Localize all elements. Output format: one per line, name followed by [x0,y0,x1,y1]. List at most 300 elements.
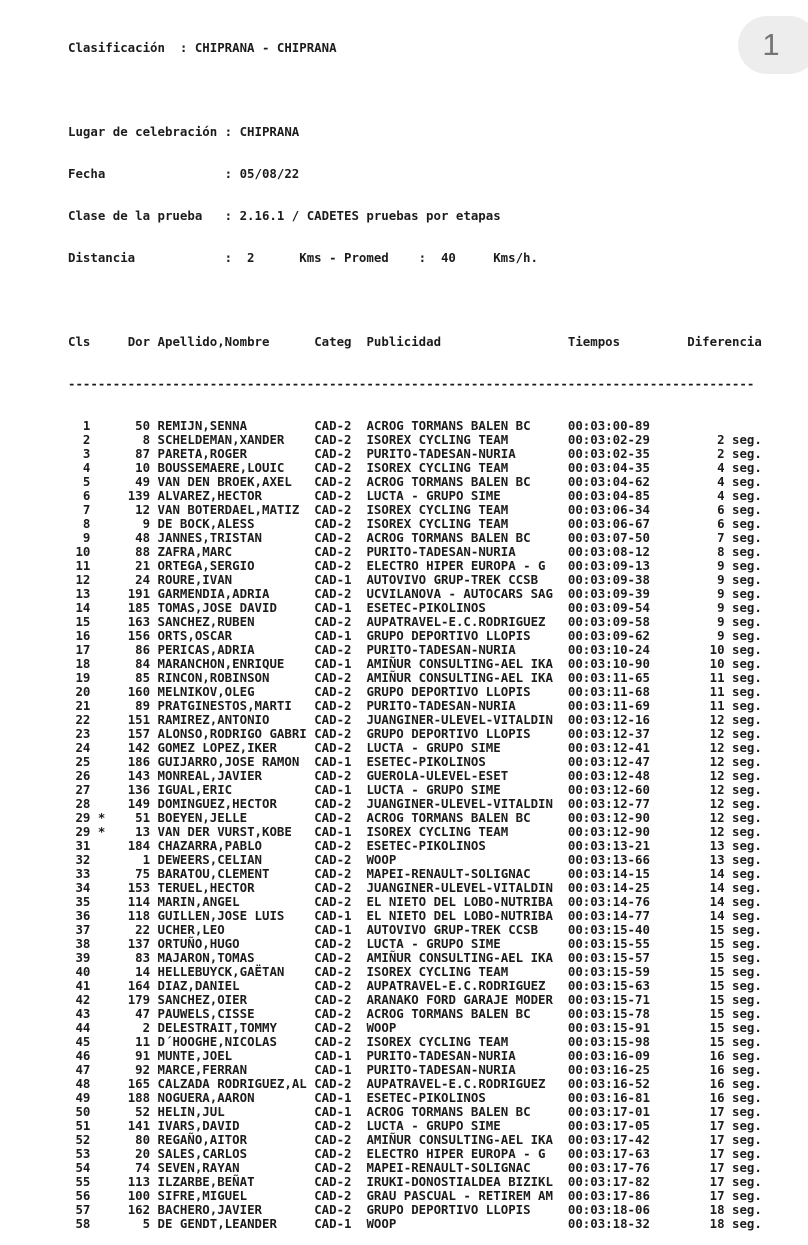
dorsal-cell: 83 [105,950,151,965]
spacer [553,558,568,573]
time-cell: 00:03:02-35 [567,446,650,461]
time-cell: 00:03:08-12 [567,544,650,559]
gap-cell: 13 seg. [649,838,762,853]
dorsal-cell: 47 [105,1006,151,1021]
tie-star [90,978,105,993]
gap-cell: 17 seg. [649,1188,762,1203]
tie-star [90,740,105,755]
spacer [553,880,568,895]
category-cell: CAD-2 [314,978,352,993]
rider-name-cell: SEVEN,RAYAN [157,1160,307,1175]
spacer [150,572,157,587]
spacer [352,866,367,881]
category-cell: CAD-2 [314,992,352,1007]
venue-value: CHIPRANA [239,124,300,139]
spacer [352,1048,367,1063]
team-cell: AMIÑUR CONSULTING-AEL IKA [366,1132,553,1147]
rank-cell: 24 [68,740,91,755]
spacer [150,1020,157,1035]
dorsal-cell: 185 [105,600,151,615]
gap-cell: 16 seg. [649,1048,762,1063]
spacer [553,530,568,545]
spacer [352,502,367,517]
team-cell: ISOREX CYCLING TEAM [366,1034,553,1049]
tie-star [90,950,105,965]
dorsal-cell: 143 [105,768,151,783]
gap-cell: 12 seg. [649,768,762,783]
tie-star [90,600,105,615]
time-cell: 00:03:17-86 [567,1188,650,1203]
spacer [150,936,157,951]
dorsal-cell-header: Dor [105,334,151,349]
spacer [307,1062,314,1077]
result-row [68,503,762,517]
category-cell: CAD-2 [314,1202,352,1217]
time-cell: 00:03:09-38 [567,572,650,587]
category-cell: CAD-2 [314,880,352,895]
tie-star [90,908,105,923]
spacer [352,432,367,447]
dorsal-cell: 153 [105,880,151,895]
spacer [352,852,367,867]
time-cell: 00:03:12-48 [567,768,650,783]
spacer [553,1118,568,1133]
result-row [68,1077,762,1091]
rider-name-cell: BOUSSEMAERE,LOUIC [157,460,307,475]
gap-cell: 6 seg. [649,516,762,531]
spacer [352,1034,367,1049]
spacer [352,768,367,783]
rank-cell-header: Cls [68,334,91,349]
dorsal-cell: 14 [105,964,151,979]
rider-name-cell: TERUEL,HECTOR [157,880,307,895]
rank-cell: 19 [68,670,91,685]
time-cell: 00:03:12-41 [567,740,650,755]
gap-cell: 9 seg. [649,628,762,643]
spacer [150,614,157,629]
rider-name-cell: ORTUÑO,HUGO [157,936,307,951]
category-cell: CAD-2 [314,446,352,461]
spacer [150,810,157,825]
time-cell: 00:03:00-89 [567,418,650,433]
result-row [68,1189,762,1203]
result-row [68,895,762,909]
team-cell: GRUPO DEPORTIVO LLOPIS [366,1202,553,1217]
spacer [553,1174,568,1189]
gap-cell: 17 seg. [649,1118,762,1133]
spacer [150,1160,157,1175]
spacer [352,726,367,741]
gap-cell: 12 seg. [649,754,762,769]
time-cell: 00:03:16-81 [567,1090,650,1105]
spacer [553,488,568,503]
spacer [150,782,157,797]
time-cell: 00:03:04-62 [567,474,650,489]
category-cell: CAD-1 [314,782,352,797]
spacer [150,642,157,657]
gap-cell: 12 seg. [649,726,762,741]
category-cell: CAD-1 [314,1048,352,1063]
rank-cell: 56 [68,1188,91,1203]
result-row [68,1063,762,1077]
spacer [553,740,568,755]
spacer [553,474,568,489]
spacer [307,1202,314,1217]
tie-star [90,880,105,895]
result-row [68,797,762,811]
spacer [352,1020,367,1035]
spacer [352,894,367,909]
dorsal-cell: 162 [105,1202,151,1217]
category-cell: CAD-1 [314,600,352,615]
result-row [68,825,762,839]
rank-cell: 32 [68,852,91,867]
gap-cell: 10 seg. [649,642,762,657]
spacer [352,978,367,993]
tie-star [90,1090,105,1105]
rider-name-cell: MARCE,FERRAN [157,1062,307,1077]
category-cell: CAD-2 [314,1146,352,1161]
rider-name-cell: BARATOU,CLEMENT [157,866,307,881]
dorsal-cell: 11 [105,1034,151,1049]
spacer [150,866,157,881]
rider-name-cell: DE BOCK,ALESS [157,516,307,531]
category-cell: CAD-2 [314,1076,352,1091]
rank-cell: 38 [68,936,91,951]
time-cell: 00:03:17-82 [567,1174,650,1189]
time-cell: 00:03:12-47 [567,754,650,769]
dorsal-cell: 191 [105,586,151,601]
spacer [150,1104,157,1119]
spacer [150,1132,157,1147]
time-cell: 00:03:18-32 [567,1216,650,1231]
dorsal-cell: 85 [105,670,151,685]
result-row [68,461,762,475]
gap-cell: 16 seg. [649,1090,762,1105]
gap-cell: 17 seg. [649,1174,762,1189]
dorsal-cell: 164 [105,978,151,993]
spacer [553,1006,568,1021]
rider-name-cell: HELLEBUYCK,GAËTAN [157,964,307,979]
gap-cell: 18 seg. [649,1216,762,1231]
result-row [68,937,762,951]
rank-cell: 53 [68,1146,91,1161]
dorsal-cell: 86 [105,642,151,657]
time-cell: 00:03:16-52 [567,1076,650,1091]
venue-separator: : [224,124,240,139]
rider-name-cell: MARIN,ANGEL [157,894,307,909]
rank-cell: 16 [68,628,91,643]
tie-star [90,628,105,643]
spacer [352,1090,367,1105]
tie-star [90,558,105,573]
time-cell: 00:03:09-13 [567,558,650,573]
rider-name-cell: MUNTE,JOEL [157,1048,307,1063]
rider-name-cell: SANCHEZ,RUBEN [157,614,307,629]
spacer [150,656,157,671]
spacer [553,1132,568,1147]
dorsal-cell: 163 [105,614,151,629]
rider-name-cell: VAN DER VURST,KOBE [157,824,307,839]
dorsal-cell: 142 [105,740,151,755]
spacer [307,1104,314,1119]
result-row [68,1161,762,1175]
result-row [68,783,762,797]
classification-document [68,13,762,1245]
category-cell: CAD-2 [314,1160,352,1175]
spacer [150,670,157,685]
rank-cell: 52 [68,1132,91,1147]
spacer [553,684,568,699]
dorsal-cell: 75 [105,866,151,881]
rank-cell: 51 [68,1118,91,1133]
rider-name-cell: VAN DEN BROEK,AXEL [157,474,307,489]
team-cell: ISOREX CYCLING TEAM [366,824,553,839]
rank-cell: 8 [68,516,91,531]
team-cell: EL NIETO DEL LOBO-NUTRIBA [366,908,553,923]
spacer [553,950,568,965]
tie-star [90,1174,105,1189]
time-cell: 00:03:09-58 [567,614,650,629]
time-cell: 00:03:15-40 [567,922,650,937]
category-cell: CAD-2 [314,698,352,713]
team-cell: AUPATRAVEL-E.C.RODRIGUEZ [366,1076,553,1091]
category-cell: CAD-2 [314,642,352,657]
rider-name-cell: REMIJN,SENNA [157,418,307,433]
gap-cell: 12 seg. [649,712,762,727]
spacer-header [150,334,157,349]
tie-star [90,964,105,979]
tie-star [90,1132,105,1147]
rider-name-cell: ZAFRA,MARC [157,544,307,559]
team-cell: AUPATRAVEL-E.C.RODRIGUEZ [366,978,553,993]
category-cell: CAD-2 [314,516,352,531]
dorsal-cell: 149 [105,796,151,811]
result-row [68,741,762,755]
rider-name-cell: MAJARON,TOMAS [157,950,307,965]
dorsal-cell: 89 [105,698,151,713]
spacer [553,1076,568,1091]
tie-star-header [90,334,105,349]
rider-name-cell: GUILLEN,JOSE LUIS [157,908,307,923]
dorsal-cell: 156 [105,628,151,643]
team-cell: ISOREX CYCLING TEAM [366,516,553,531]
team-cell: GRUPO DEPORTIVO LLOPIS [366,726,553,741]
spacer [352,1160,367,1175]
spacer [150,516,157,531]
spacer [150,1188,157,1203]
time-cell: 00:03:11-68 [567,684,650,699]
dorsal-cell: 91 [105,1048,151,1063]
spacer [352,586,367,601]
result-row [68,699,762,713]
team-cell: PURITO-TADESAN-NURIA [366,642,553,657]
dorsal-cell: 186 [105,754,151,769]
spacer [553,936,568,951]
team-cell: WOOP [366,1020,553,1035]
result-row [68,433,762,447]
rider-name-cell: BACHERO,JAVIER [157,1202,307,1217]
dorsal-cell: 184 [105,838,151,853]
date-label: Fecha [68,166,106,181]
rank-cell: 5 [68,474,91,489]
gap-cell: 7 seg. [649,530,762,545]
spacer [150,992,157,1007]
spacer [150,1006,157,1021]
result-row [68,643,762,657]
result-row [68,993,762,1007]
time-cell: 00:03:15-78 [567,1006,650,1021]
spacer [307,1090,314,1105]
category-cell: CAD-2 [314,488,352,503]
gap-cell-header: Diferencia [649,334,762,349]
spacer [352,740,367,755]
dorsal-cell: 141 [105,1118,151,1133]
team-cell: JUANGINER-ULEVEL-VITALDIN [366,796,553,811]
tie-star [90,866,105,881]
spacer [553,782,568,797]
spacer [553,824,568,839]
rank-cell: 15 [68,614,91,629]
team-cell: AUTOVIVO GRUP-TREK CCSB [366,572,553,587]
spacer [553,1034,568,1049]
dorsal-cell: 50 [105,418,151,433]
result-row [68,1105,762,1119]
team-cell-header: Publicidad [366,334,553,349]
spacer [553,516,568,531]
spacer [553,852,568,867]
rider-name-cell: DE GENDT,LEANDER [157,1216,307,1231]
rank-cell: 31 [68,838,91,853]
team-cell: WOOP [366,852,553,867]
category-cell: CAD-2 [314,670,352,685]
category-cell: CAD-2 [314,530,352,545]
result-row [68,923,762,937]
result-row [68,1049,762,1063]
gap-cell: 12 seg. [649,796,762,811]
dorsal-cell: 80 [105,1132,151,1147]
rank-cell: 57 [68,1202,91,1217]
rider-name-cell: DIAZ,DANIEL [157,978,307,993]
category-cell: CAD-2 [314,1118,352,1133]
result-row [68,713,762,727]
result-row [68,489,762,503]
category-cell: CAD-1 [314,1090,352,1105]
rider-name-cell-header: Apellido,Nombre [157,334,307,349]
spacer [553,1160,568,1175]
time-cell: 00:03:14-25 [567,880,650,895]
tie-star [90,1160,105,1175]
spacer [352,1202,367,1217]
rider-name-cell: DELESTRAIT,TOMMY [157,1020,307,1035]
time-cell: 00:03:02-29 [567,432,650,447]
spacer [150,740,157,755]
category-cell-header: Categ [314,334,352,349]
dorsal-cell: 24 [105,572,151,587]
team-cell: LUCTA - GRUPO SIME [366,936,553,951]
rider-name-cell: RINCON,ROBINSON [157,670,307,685]
gap-cell: 17 seg. [649,1160,762,1175]
time-cell: 00:03:07-50 [567,530,650,545]
category-cell: CAD-2 [314,894,352,909]
time-cell: 00:03:15-57 [567,950,650,965]
team-cell: LUCTA - GRUPO SIME [366,488,553,503]
spacer [150,1146,157,1161]
tie-star [90,586,105,601]
distance-line [68,251,762,265]
tie-star: * [90,810,106,825]
spacer [553,992,568,1007]
rider-name-cell: MARANCHON,ENRIQUE [157,656,307,671]
category-cell: CAD-1 [314,1062,352,1077]
rider-name-cell: D´HOOGHE,NICOLAS [157,1034,307,1049]
rider-name-cell: GUIJARRO,JOSE RAMON [157,754,307,769]
category-cell: CAD-2 [314,852,352,867]
rank-cell: 48 [68,1076,91,1091]
date-separator: : [224,166,240,181]
gap-cell: 15 seg. [649,1006,762,1021]
spacer [352,880,367,895]
team-cell: WOOP [366,1216,553,1231]
spacer [150,768,157,783]
dorsal-cell: 88 [105,544,151,559]
dorsal-cell: 92 [105,1062,151,1077]
spacer [553,614,568,629]
results-table-body [68,419,762,1231]
tie-star [90,768,105,783]
time-cell: 00:03:18-06 [567,1202,650,1217]
time-cell: 00:03:15-59 [567,964,650,979]
team-cell: GUEROLA-ULEVEL-ESET [366,768,553,783]
result-row [68,727,762,741]
result-row [68,811,762,825]
dorsal-cell: 114 [105,894,151,909]
tie-star [90,936,105,951]
rider-name-cell: ILZARBE,BEÑAT [157,1174,307,1189]
time-cell: 00:03:17-63 [567,1146,650,1161]
dorsal-cell: 12 [105,502,151,517]
spacer [150,964,157,979]
spacer [352,908,367,923]
time-cell: 00:03:17-01 [567,1104,650,1119]
spacer [553,1062,568,1077]
time-cell: 00:03:06-34 [567,502,650,517]
gap-cell: 17 seg. [649,1146,762,1161]
spacer [307,1076,314,1091]
rider-name-cell: MELNIKOV,OLEG [157,684,307,699]
spacer [150,544,157,559]
spacer [150,922,157,937]
spacer [553,712,568,727]
spacer [307,1132,314,1147]
spacer [150,880,157,895]
dorsal-cell: 20 [105,1146,151,1161]
spacer [352,628,367,643]
result-row [68,685,762,699]
classification-value: CHIPRANA - CHIPRANA [194,40,337,55]
rank-cell: 41 [68,978,91,993]
category-cell: CAD-2 [314,950,352,965]
time-cell: 00:03:17-76 [567,1160,650,1175]
rider-name-cell: HELIN,JUL [157,1104,307,1119]
distance-label: Distancia [68,250,136,265]
result-row [68,1175,762,1189]
spacer [352,922,367,937]
team-cell: ACROG TORMANS BALEN BC [366,530,553,545]
spacer [553,978,568,993]
spacer [307,1034,314,1049]
spacer [352,964,367,979]
